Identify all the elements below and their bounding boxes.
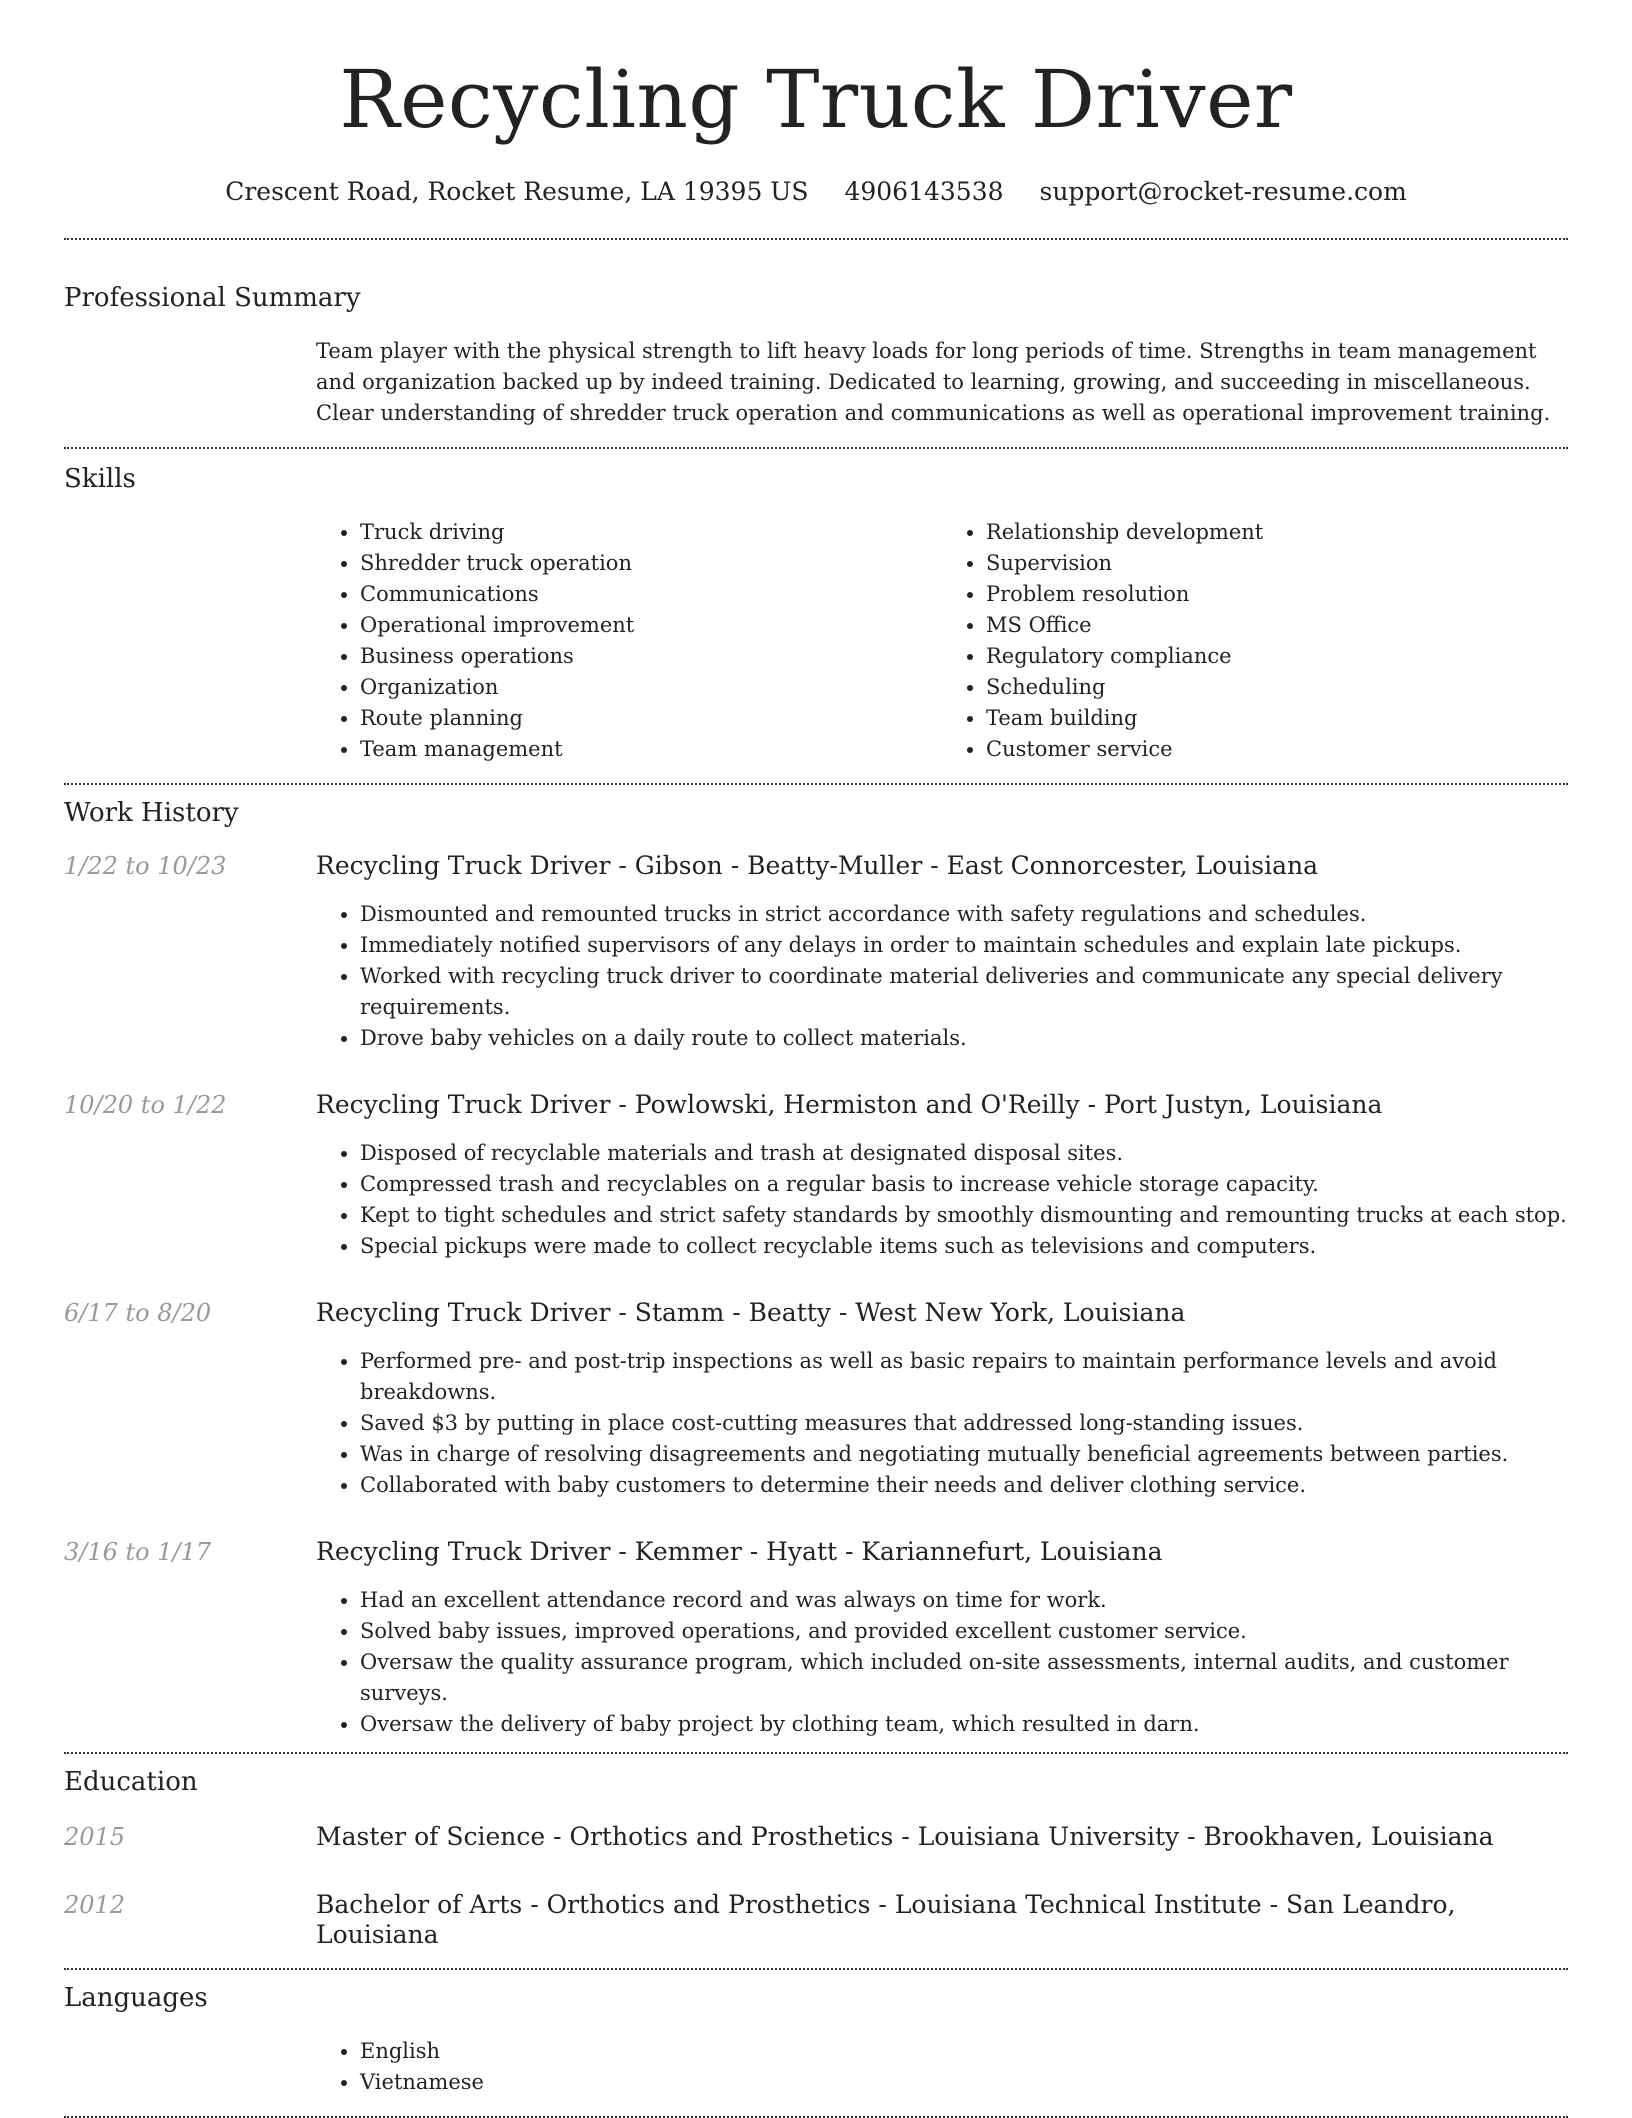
job-bullet: • Worked with recycling truck driver to coordinate material deliveries and communicate any special delivery requirements. (360, 961, 1568, 1023)
skill-item: • Communications (360, 579, 942, 610)
job-bullet: • Compressed trash and recyclables on a regular basis to increase vehicle storage capacity. (360, 1169, 1568, 1200)
job-bullet: • Oversaw the quality assurance program, which included on-site assessments, internal audits, and customer surveys. (360, 1647, 1568, 1709)
divider (64, 1968, 1568, 1970)
job-header (64, 1298, 1568, 1328)
job-bullet: • Was in charge of resolving disagreements and negotiating mutually beneficial agreements between parties. (360, 1439, 1568, 1470)
job-header (64, 851, 1568, 881)
job-header (64, 1090, 1568, 1120)
skill-item: • Team building (986, 703, 1568, 734)
job-entry (64, 1090, 1568, 1262)
job-header (64, 1537, 1568, 1567)
education-date: 2015 (64, 1823, 126, 1851)
skill-item: • Relationship development (986, 517, 1568, 548)
job-bullets (316, 1346, 1568, 1501)
job-date: 6/17 to 8/20 (64, 1299, 212, 1327)
skill-item: • Shredder truck operation (360, 548, 942, 579)
skills-column-left (316, 517, 942, 765)
job-title: Recycling Truck Driver - Gibson - Beatty-Muller - East Connorcester, Louisiana (316, 851, 1319, 880)
languages-list (316, 2036, 1568, 2098)
job-bullet: • Oversaw the delivery of baby project by clothing team, which resulted in darn. (360, 1709, 1568, 1740)
education-item (64, 1822, 1568, 1852)
job-bullet: • Special pickups were made to collect recyclable items such as televisions and computers. (360, 1231, 1568, 1262)
section-title-work: Work History (64, 798, 239, 828)
job-bullet: • Collaborated with baby customers to determine their needs and deliver clothing service. (360, 1470, 1568, 1501)
job-bullet: • Drove baby vehicles on a daily route to collect materials. (360, 1023, 1568, 1054)
job-date: 3/16 to 1/17 (64, 1538, 212, 1566)
email-link[interactable]: support@rocket-resume.com (1039, 177, 1407, 206)
job-bullet: • Disposed of recyclable materials and trash at designated disposal sites. (360, 1138, 1568, 1169)
skills-column-right (942, 517, 1568, 765)
language-item: • English (360, 2036, 1568, 2067)
section-title-languages: Languages (64, 1983, 208, 2013)
job-title: Recycling Truck Driver - Powlowski, Hermiston and O'Reilly - Port Justyn, Louisiana (316, 1090, 1383, 1119)
education-date: 2012 (64, 1891, 126, 1919)
address: Crescent Road, Rocket Resume, LA 19395 US (225, 177, 809, 206)
skill-item: • Organization (360, 672, 942, 703)
skills-list (316, 517, 1568, 765)
job-entry (64, 1537, 1568, 1740)
section-title-education: Education (64, 1767, 198, 1797)
job-entry (64, 1298, 1568, 1501)
job-bullet: • Saved $3 by putting in place cost-cutting measures that addressed long-standing issues. (360, 1408, 1568, 1439)
education-title: Master of Science - Orthotics and Prosthetics - Louisiana University - Brookhaven, Louisiana (316, 1822, 1494, 1851)
skill-item: • MS Office (986, 610, 1568, 641)
job-bullets (316, 899, 1568, 1054)
skill-item: • Supervision (986, 548, 1568, 579)
job-date: 1/22 to 10/23 (64, 852, 227, 880)
summary-text: Team player with the physical strength to lift heavy loads for long periods of time. Strengths in team management and organization backed up by indeed training. Dedicated to learning, growing, and succeeding in miscellaneous. Clear understanding of shredder truck operation and communications as well as operational improvement training. (316, 339, 1551, 425)
divider (64, 783, 1568, 785)
education-item (64, 1890, 1568, 1950)
skill-item: • Customer service (986, 734, 1568, 765)
job-title: Recycling Truck Driver - Stamm - Beatty - West New York, Louisiana (316, 1298, 1186, 1327)
job-title: Recycling Truck Driver - Kemmer - Hyatt - Kariannefurt, Louisiana (316, 1537, 1163, 1566)
job-bullets (316, 1585, 1568, 1740)
resume-header (64, 0, 1568, 208)
skill-item: • Problem resolution (986, 579, 1568, 610)
section-title-summary: Professional Summary (64, 283, 361, 313)
skill-item: • Scheduling (986, 672, 1568, 703)
candidate-name: Recycling Truck Driver (339, 53, 1293, 146)
job-bullet: • Kept to tight schedules and strict safety standards by smoothly dismounting and remounting trucks at each stop. (360, 1200, 1568, 1231)
job-bullet: • Immediately notified supervisors of any delays in order to maintain schedules and explain late pickups. (360, 930, 1568, 961)
job-bullet: • Performed pre- and post-trip inspections as well as basic repairs to maintain performance levels and avoid breakdowns. (360, 1346, 1568, 1408)
skill-item: • Team management (360, 734, 942, 765)
skill-item: • Business operations (360, 641, 942, 672)
divider (64, 447, 1568, 449)
skill-item: • Regulatory compliance (986, 641, 1568, 672)
job-bullet: • Had an excellent attendance record and was always on time for work. (360, 1585, 1568, 1616)
phone: 4906143538 (844, 177, 1004, 206)
education-title: Bachelor of Arts - Orthotics and Prosthetics - Louisiana Technical Institute - San Leandro, Louisiana (316, 1890, 1456, 1949)
skill-item: • Route planning (360, 703, 942, 734)
divider (64, 238, 1568, 240)
job-bullets (316, 1138, 1568, 1262)
contact-line (64, 176, 1568, 208)
divider (64, 1752, 1568, 1754)
skill-item: • Operational improvement (360, 610, 942, 641)
skill-item: • Truck driving (360, 517, 942, 548)
job-bullet: • Solved baby issues, improved operations, and provided excellent customer service. (360, 1616, 1568, 1647)
language-item: • Vietnamese (360, 2067, 1568, 2098)
section-title-skills: Skills (64, 464, 136, 494)
job-bullet: • Dismounted and remounted trucks in strict accordance with safety regulations and schedules. (360, 899, 1568, 930)
job-date: 10/20 to 1/22 (64, 1091, 227, 1119)
job-entry (64, 851, 1568, 1054)
